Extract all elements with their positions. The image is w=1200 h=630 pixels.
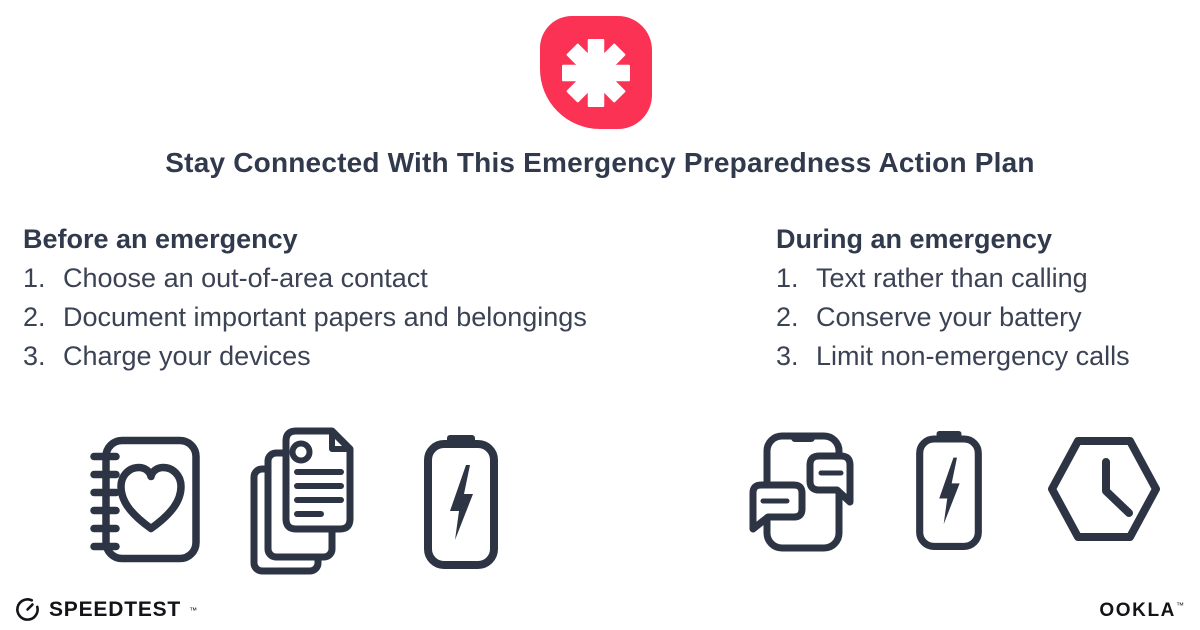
speedtest-wordmark: SPEEDTEST bbox=[49, 597, 182, 621]
speedometer-gauge-icon bbox=[14, 596, 41, 623]
list-number: 2. bbox=[776, 302, 799, 332]
list-item-text: Document important papers and belongings bbox=[63, 302, 587, 332]
list-item-text: Choose an out-of-area contact bbox=[63, 263, 428, 293]
list-number: 1. bbox=[23, 263, 46, 293]
list-item bbox=[23, 259, 703, 298]
ookla-logo bbox=[1099, 600, 1184, 622]
speedtest-logo bbox=[14, 596, 197, 623]
documents-stack-icon bbox=[250, 427, 356, 575]
asterisk-bubble-icon bbox=[540, 16, 652, 129]
list-item-text: Text rather than calling bbox=[816, 263, 1088, 293]
battery-charge-icon bbox=[424, 435, 498, 569]
section-heading: Before an emergency bbox=[23, 224, 298, 254]
contact-book-heart-icon bbox=[90, 436, 200, 563]
asterisk-glyph bbox=[562, 39, 630, 107]
page-title: Stay Connected With This Emergency Preparedness Action Plan bbox=[165, 147, 1035, 178]
list-item bbox=[776, 298, 1186, 337]
list-item bbox=[23, 337, 703, 376]
list-item bbox=[776, 259, 1186, 298]
list-item bbox=[776, 337, 1186, 376]
list-number: 3. bbox=[23, 341, 46, 371]
list-item-text: Conserve your battery bbox=[816, 302, 1082, 332]
ookla-trademark: ™ bbox=[1176, 601, 1184, 610]
ookla-wordmark: OOKLA bbox=[1099, 600, 1176, 621]
section-heading: During an emergency bbox=[776, 224, 1053, 254]
clock-hexagon-icon bbox=[1048, 436, 1160, 542]
section-before-emergency bbox=[23, 220, 703, 376]
list-item-text: Charge your devices bbox=[63, 341, 311, 371]
battery-charge-icon bbox=[915, 431, 983, 550]
speedtest-trademark: ™ bbox=[189, 606, 198, 615]
list-number: 3. bbox=[776, 341, 799, 371]
list-item-text: Limit non-emergency calls bbox=[816, 341, 1130, 371]
section-during-emergency bbox=[776, 220, 1186, 376]
list-number: 1. bbox=[776, 263, 799, 293]
list-number: 2. bbox=[23, 302, 46, 332]
list-item bbox=[23, 298, 703, 337]
phone-messages-icon bbox=[742, 428, 854, 552]
